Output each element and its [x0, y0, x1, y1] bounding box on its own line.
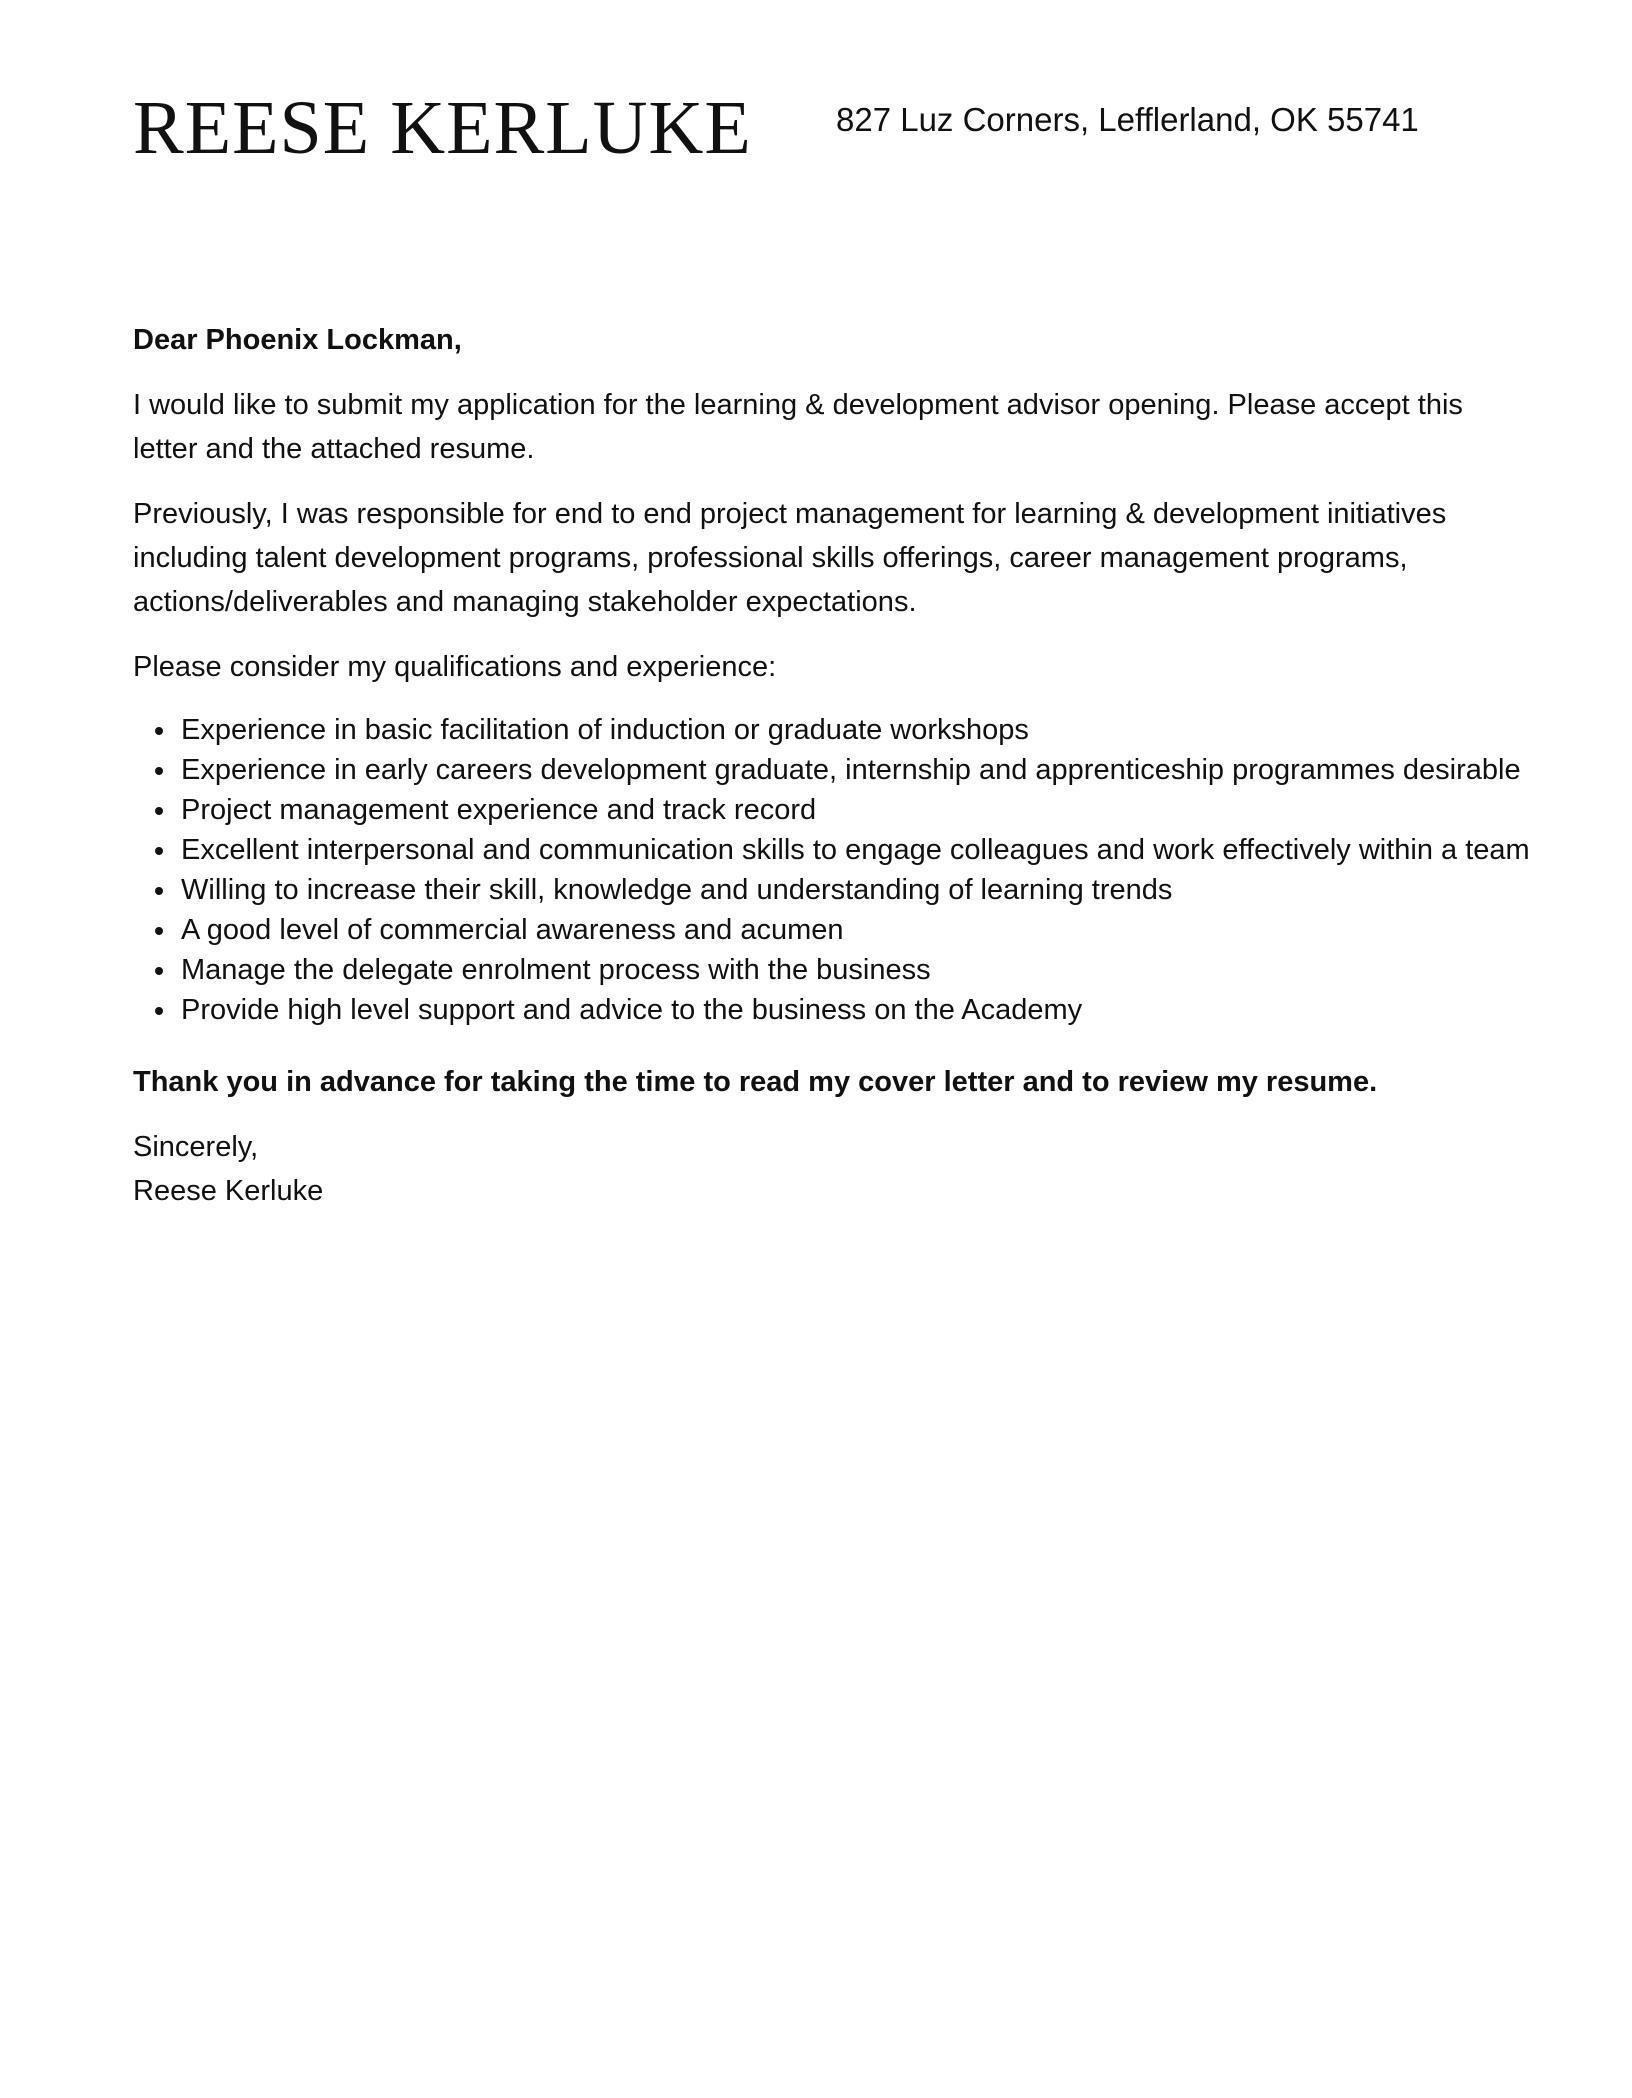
list-item: [133, 910, 1531, 950]
list-item-text: Project management experience and track record: [181, 794, 817, 826]
list-item: [133, 750, 1531, 790]
signoff: Sincerely,: [133, 1131, 259, 1163]
bullet-icon: [155, 807, 163, 815]
salutation: Dear Phoenix Lockman,: [133, 324, 462, 356]
qualifications-intro: Please consider my qualifications and experience:: [133, 651, 777, 683]
bullet-icon: [155, 967, 163, 975]
signature-name: Reese Kerluke: [133, 1175, 324, 1207]
bullet-icon: [155, 887, 163, 895]
qualifications-list: [133, 710, 1530, 1030]
bullet-icon: [155, 767, 163, 775]
list-item: [133, 710, 1531, 750]
list-item-text: A good level of commercial awareness and acumen: [181, 914, 844, 946]
list-item: [133, 790, 1531, 830]
list-item: [133, 990, 1531, 1030]
bullet-icon: [155, 927, 163, 935]
closing-statement: Thank you in advance for taking the time to read my cover letter and to review my resume.: [133, 1066, 1378, 1098]
applicant-address: 827 Luz Corners, Lefflerland, OK 55741: [836, 101, 1419, 138]
list-item-text: Excellent interpersonal and communication skills to engage colleagues and work effectively within a team: [181, 834, 1530, 866]
list-item: [133, 950, 1531, 990]
list-item-text: Experience in basic facilitation of induction or graduate workshops: [181, 714, 1029, 746]
list-item: [133, 830, 1531, 870]
list-item-text: Experience in early careers development graduate, internship and apprenticeship programmes desirable: [181, 754, 1521, 786]
letter-header: [133, 78, 1513, 178]
applicant-name: REESE KERLUKE: [133, 86, 752, 170]
bullet-icon: [155, 727, 163, 735]
list-item-text: Manage the delegate enrolment process with the business: [181, 954, 931, 986]
bullet-icon: [155, 1007, 163, 1015]
experience-paragraph: Previously, I was responsible for end to end project management for learning & development initiatives including talent development programs, professional skills offerings, career management programs, actions/deliverables and managing stakeholder expectations.: [133, 498, 1447, 618]
bullet-icon: [155, 847, 163, 855]
list-item: [133, 870, 1531, 910]
list-item-text: Provide high level support and advice to the business on the Academy: [181, 994, 1083, 1026]
list-item-text: Willing to increase their skill, knowledge and understanding of learning trends: [181, 874, 1173, 906]
letter-body: [133, 318, 1530, 1213]
intro-paragraph: I would like to submit my application for the learning & development advisor opening. Please accept this letter and the attached resume.: [133, 389, 1463, 465]
